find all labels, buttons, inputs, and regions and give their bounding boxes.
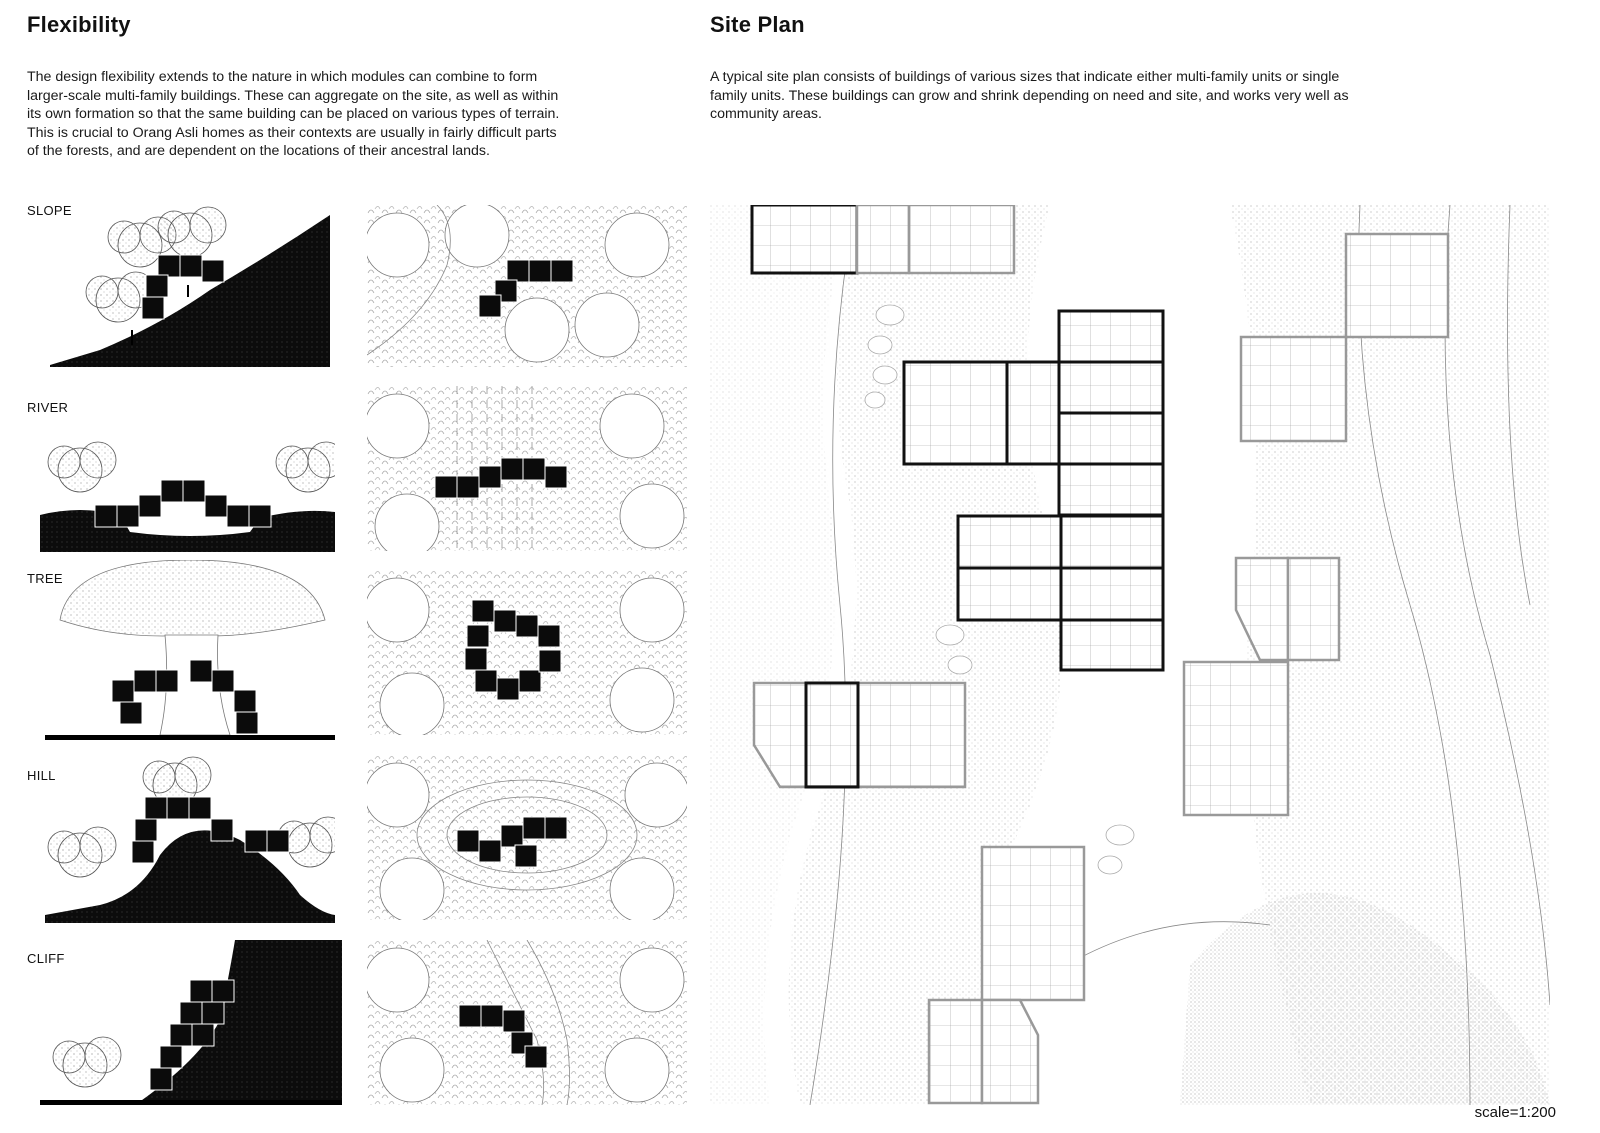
cliff-plan-drawing xyxy=(367,940,687,1105)
flexibility-line: This is crucial to Orang Asli homes as their contexts are usually in fairly difficult parts xyxy=(27,124,557,141)
flexibility-line: The design flexibility extends to the nature in which modules can combine to form xyxy=(27,69,538,85)
flexibility-paragraph xyxy=(27,68,667,161)
flexibility-line: of the forests, and are dependent on the locations of their ancestral lands. xyxy=(27,143,490,159)
tree-plan-drawing xyxy=(367,570,687,735)
hill-section-drawing xyxy=(40,755,335,923)
slope-plan-drawing xyxy=(367,205,687,367)
river-section-drawing xyxy=(40,440,335,552)
site-plan-line: family units. These buildings can grow and shrink depending on need and site, and works very well as xyxy=(710,87,1349,104)
site-plan-line: community areas. xyxy=(710,106,822,122)
site-plan-title: Site Plan xyxy=(710,12,805,37)
cliff-section-drawing xyxy=(40,940,342,1105)
terrain-label-cliff: CLIFF xyxy=(27,951,65,966)
flexibility-line: its own formation so that the same building can be placed on various types of terrain. xyxy=(27,106,560,122)
flexibility-line: larger-scale multi-family buildings. These can aggregate on the site, as well as within xyxy=(27,87,559,104)
site-plan-line: A typical site plan consists of buildings of various sizes that indicate either multi-family units or single xyxy=(710,69,1340,85)
terrain-label-river: RIVER xyxy=(27,400,69,415)
site-plan-paragraph xyxy=(710,68,1570,124)
terrain-label-tree: TREE xyxy=(27,571,63,586)
river-plan-drawing xyxy=(367,386,687,551)
site-plan-drawing xyxy=(710,205,1550,1105)
slope-section-drawing xyxy=(40,205,332,367)
terrain-label-hill: HILL xyxy=(27,768,56,783)
terrain-label-slope: SLOPE xyxy=(27,203,72,218)
hill-plan-drawing xyxy=(367,755,687,920)
tree-section-drawing xyxy=(40,560,335,742)
scale-label: scale=1:200 xyxy=(1474,1104,1556,1121)
flexibility-title: Flexibility xyxy=(27,12,131,37)
